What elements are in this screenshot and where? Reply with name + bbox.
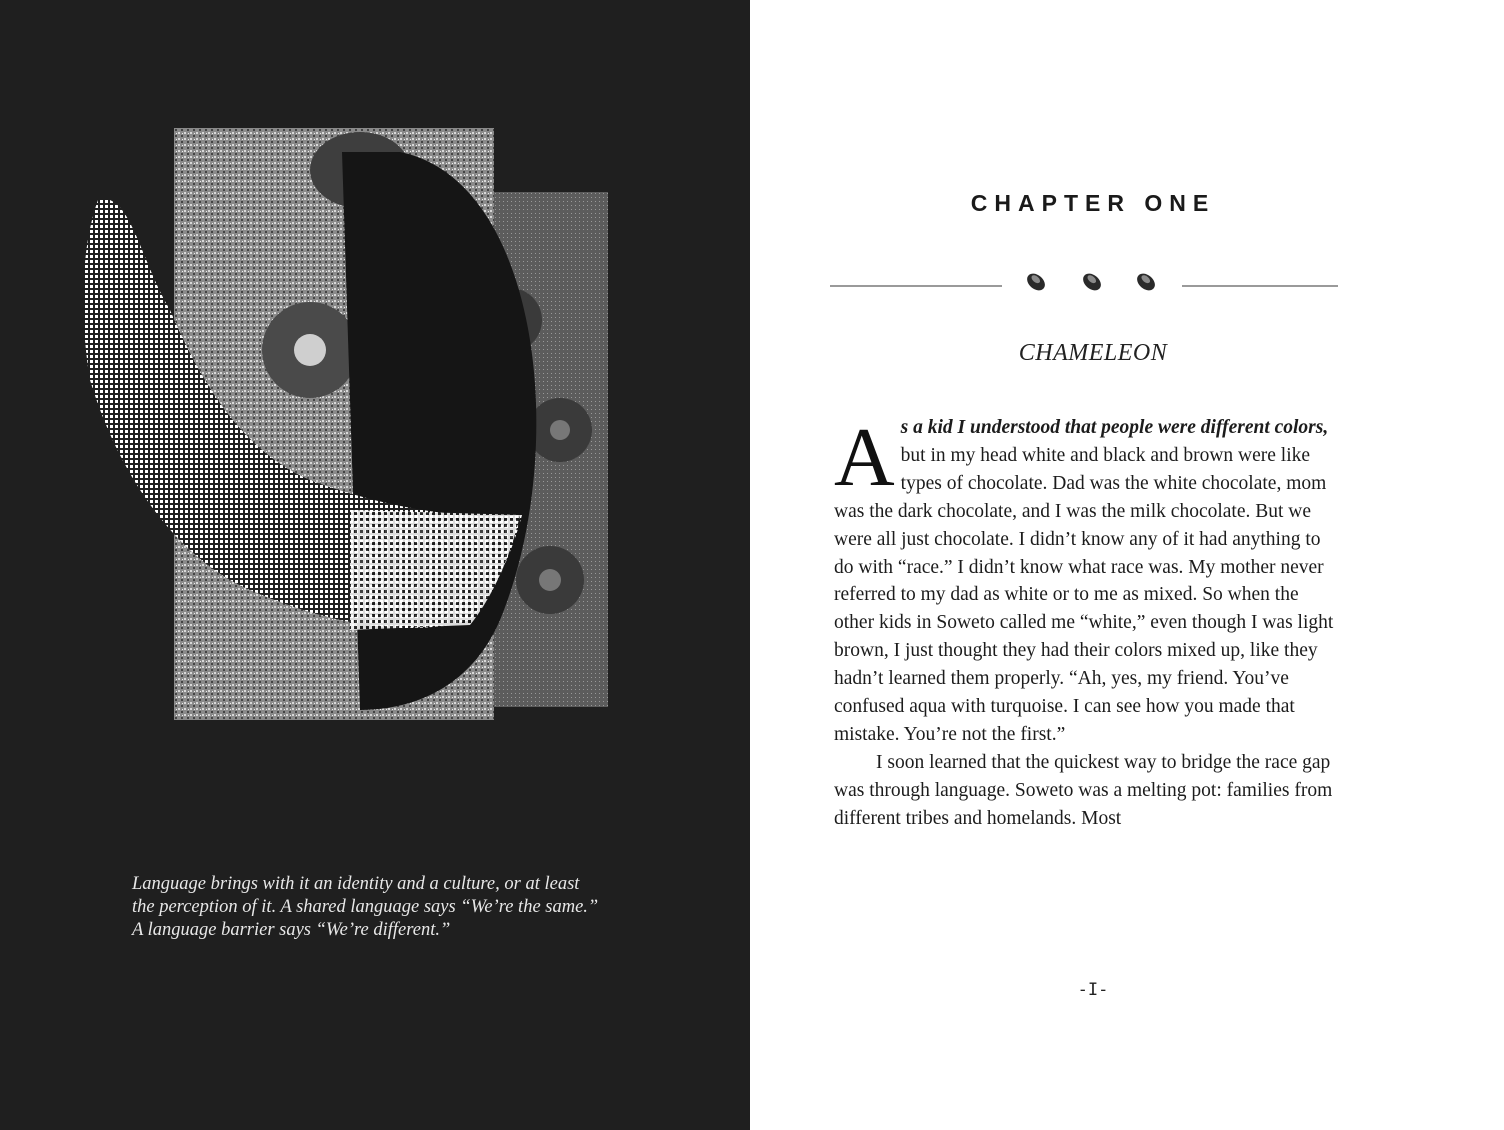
halftone-collage-illustration xyxy=(70,120,630,730)
bean-icon xyxy=(1134,270,1158,294)
lead-in: s a kid I understood that people were different colors, xyxy=(900,417,1329,438)
chapter-title: CHAMELEON xyxy=(1018,340,1168,366)
paragraph xyxy=(834,411,1338,749)
right-page xyxy=(750,0,1504,1130)
bean-icon xyxy=(1080,270,1104,294)
caption-line: Language brings with it an identity and a culture, or at least xyxy=(132,874,580,894)
caption-line: A language barrier says “We’re different.” xyxy=(132,920,451,940)
bean-icon xyxy=(1024,270,1048,294)
donut-shape xyxy=(539,569,561,591)
caption-line: the perception of it. A shared language says “We’re the same.” xyxy=(132,897,599,917)
illustration-caption xyxy=(132,873,652,942)
chapter-body xyxy=(834,411,1338,833)
page-number: -I- xyxy=(1077,980,1109,1000)
left-page xyxy=(0,0,750,1130)
donut-shape xyxy=(294,334,326,366)
paragraph-text: but in my head white and black and brown were like types of chocolate. Dad was the white chocolate, mom was the dark chocolate, and I was the milk chocolate. But we were all just chocolate. I didn’t know any of it had anything to do with “race.” I didn’t know what race was. My mother never referred to my dad as white or to me as mixed. So when the other kids in Soweto called me “white,” even though I was light brown, I just thought they had their colors mixed up, like they hadn’t learned them properly. “Ah, yes, my friend. You’ve confused aqua with turquoise. I can see how you made that mistake. You’re not the first.” xyxy=(834,444,1334,745)
chapter-ornament xyxy=(830,262,1338,308)
paragraph: I soon learned that the quickest way to bridge the race gap was through language. Soweto was a melting pot: families from different tribes and homelands. Most xyxy=(834,751,1333,829)
chapter-heading: CHAPTER ONE xyxy=(970,190,1216,216)
donut-shape xyxy=(550,420,570,440)
drop-cap: A xyxy=(834,411,895,504)
